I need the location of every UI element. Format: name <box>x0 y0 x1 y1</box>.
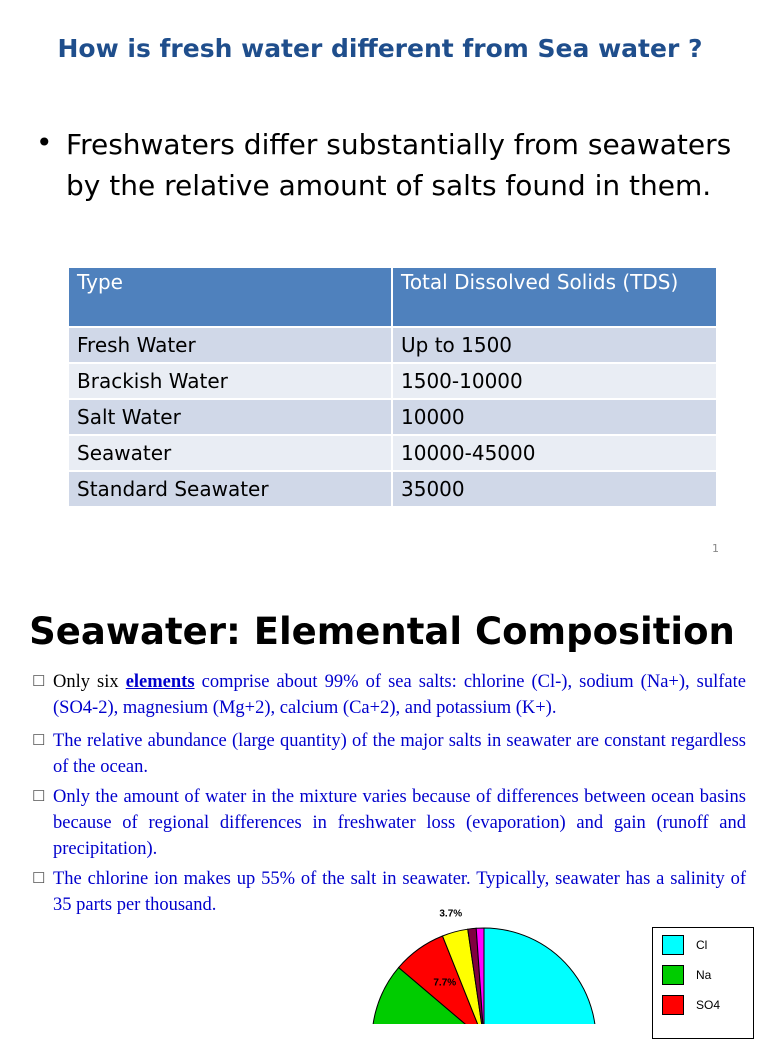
legend-swatch <box>662 935 684 955</box>
table-cell: Fresh Water <box>69 327 392 363</box>
table-cell: Up to 1500 <box>392 327 716 363</box>
pie-data-label: 3.7% <box>439 908 463 920</box>
legend-label: Na <box>696 968 712 982</box>
bullet-text: Freshwaters differ substantially from seawaters by the relative amount of salts found in them. <box>66 128 732 202</box>
checkbox-bullet-icon: ☐ <box>32 674 46 690</box>
table-cell: 10000-45000 <box>392 435 716 471</box>
bullet-text: The chlorine ion makes up 55% of the salt in seawater. Typically, seawater has a salinity of 35 parts per thousand. <box>53 869 746 915</box>
bullet-text: The relative abundance (large quantity) of the major salts in seawater are constant regardless of the ocean. <box>53 731 746 777</box>
table-cell: Seawater <box>69 435 392 471</box>
legend-swatch <box>662 995 684 1015</box>
page-number: 1 <box>712 542 719 555</box>
bullet-icon: • <box>36 126 53 159</box>
legend-item <box>662 935 707 955</box>
bullet-text: Only the amount of water in the mixture varies because of differences between ocean basins because of regional differences in freshwater loss (evaporation) and gain (runoff and precipitation). <box>53 787 746 859</box>
table-cell: 1500-10000 <box>392 363 716 399</box>
bullet-text: Only six elements comprise about 99% of sea salts: chlorine (Cl-), sodium (Na+), sulfate (SO4-2), magnesium (Mg+2), calcium (Ca+2), and potassium (K+). <box>53 672 746 718</box>
column-header: Total Dissolved Solids (TDS) <box>392 268 716 327</box>
section-title: Seawater: Elemental Composition <box>29 610 735 653</box>
legend-label: Cl <box>696 938 708 952</box>
table-cell: Standard Seawater <box>69 471 392 506</box>
legend-item <box>662 995 720 1015</box>
table-cell: 35000 <box>392 471 716 506</box>
table-cell: Salt Water <box>69 399 392 435</box>
pie-data-label: 7.7% <box>433 977 457 989</box>
table-cell: Brackish Water <box>69 363 392 399</box>
elements-link[interactable]: elements <box>125 672 195 692</box>
legend-item <box>662 965 711 985</box>
table-cell: 10000 <box>392 399 716 435</box>
chart-legend <box>652 927 754 1039</box>
column-header: Type <box>69 268 392 327</box>
legend-label: SO4 <box>696 998 721 1012</box>
checkbox-bullet-icon: ☐ <box>32 789 46 805</box>
slide-title: How is fresh water different from Sea water ? <box>57 34 703 63</box>
legend-swatch <box>662 965 684 985</box>
checkbox-bullet-icon: ☐ <box>32 871 46 887</box>
checkbox-bullet-icon: ☐ <box>32 733 46 749</box>
